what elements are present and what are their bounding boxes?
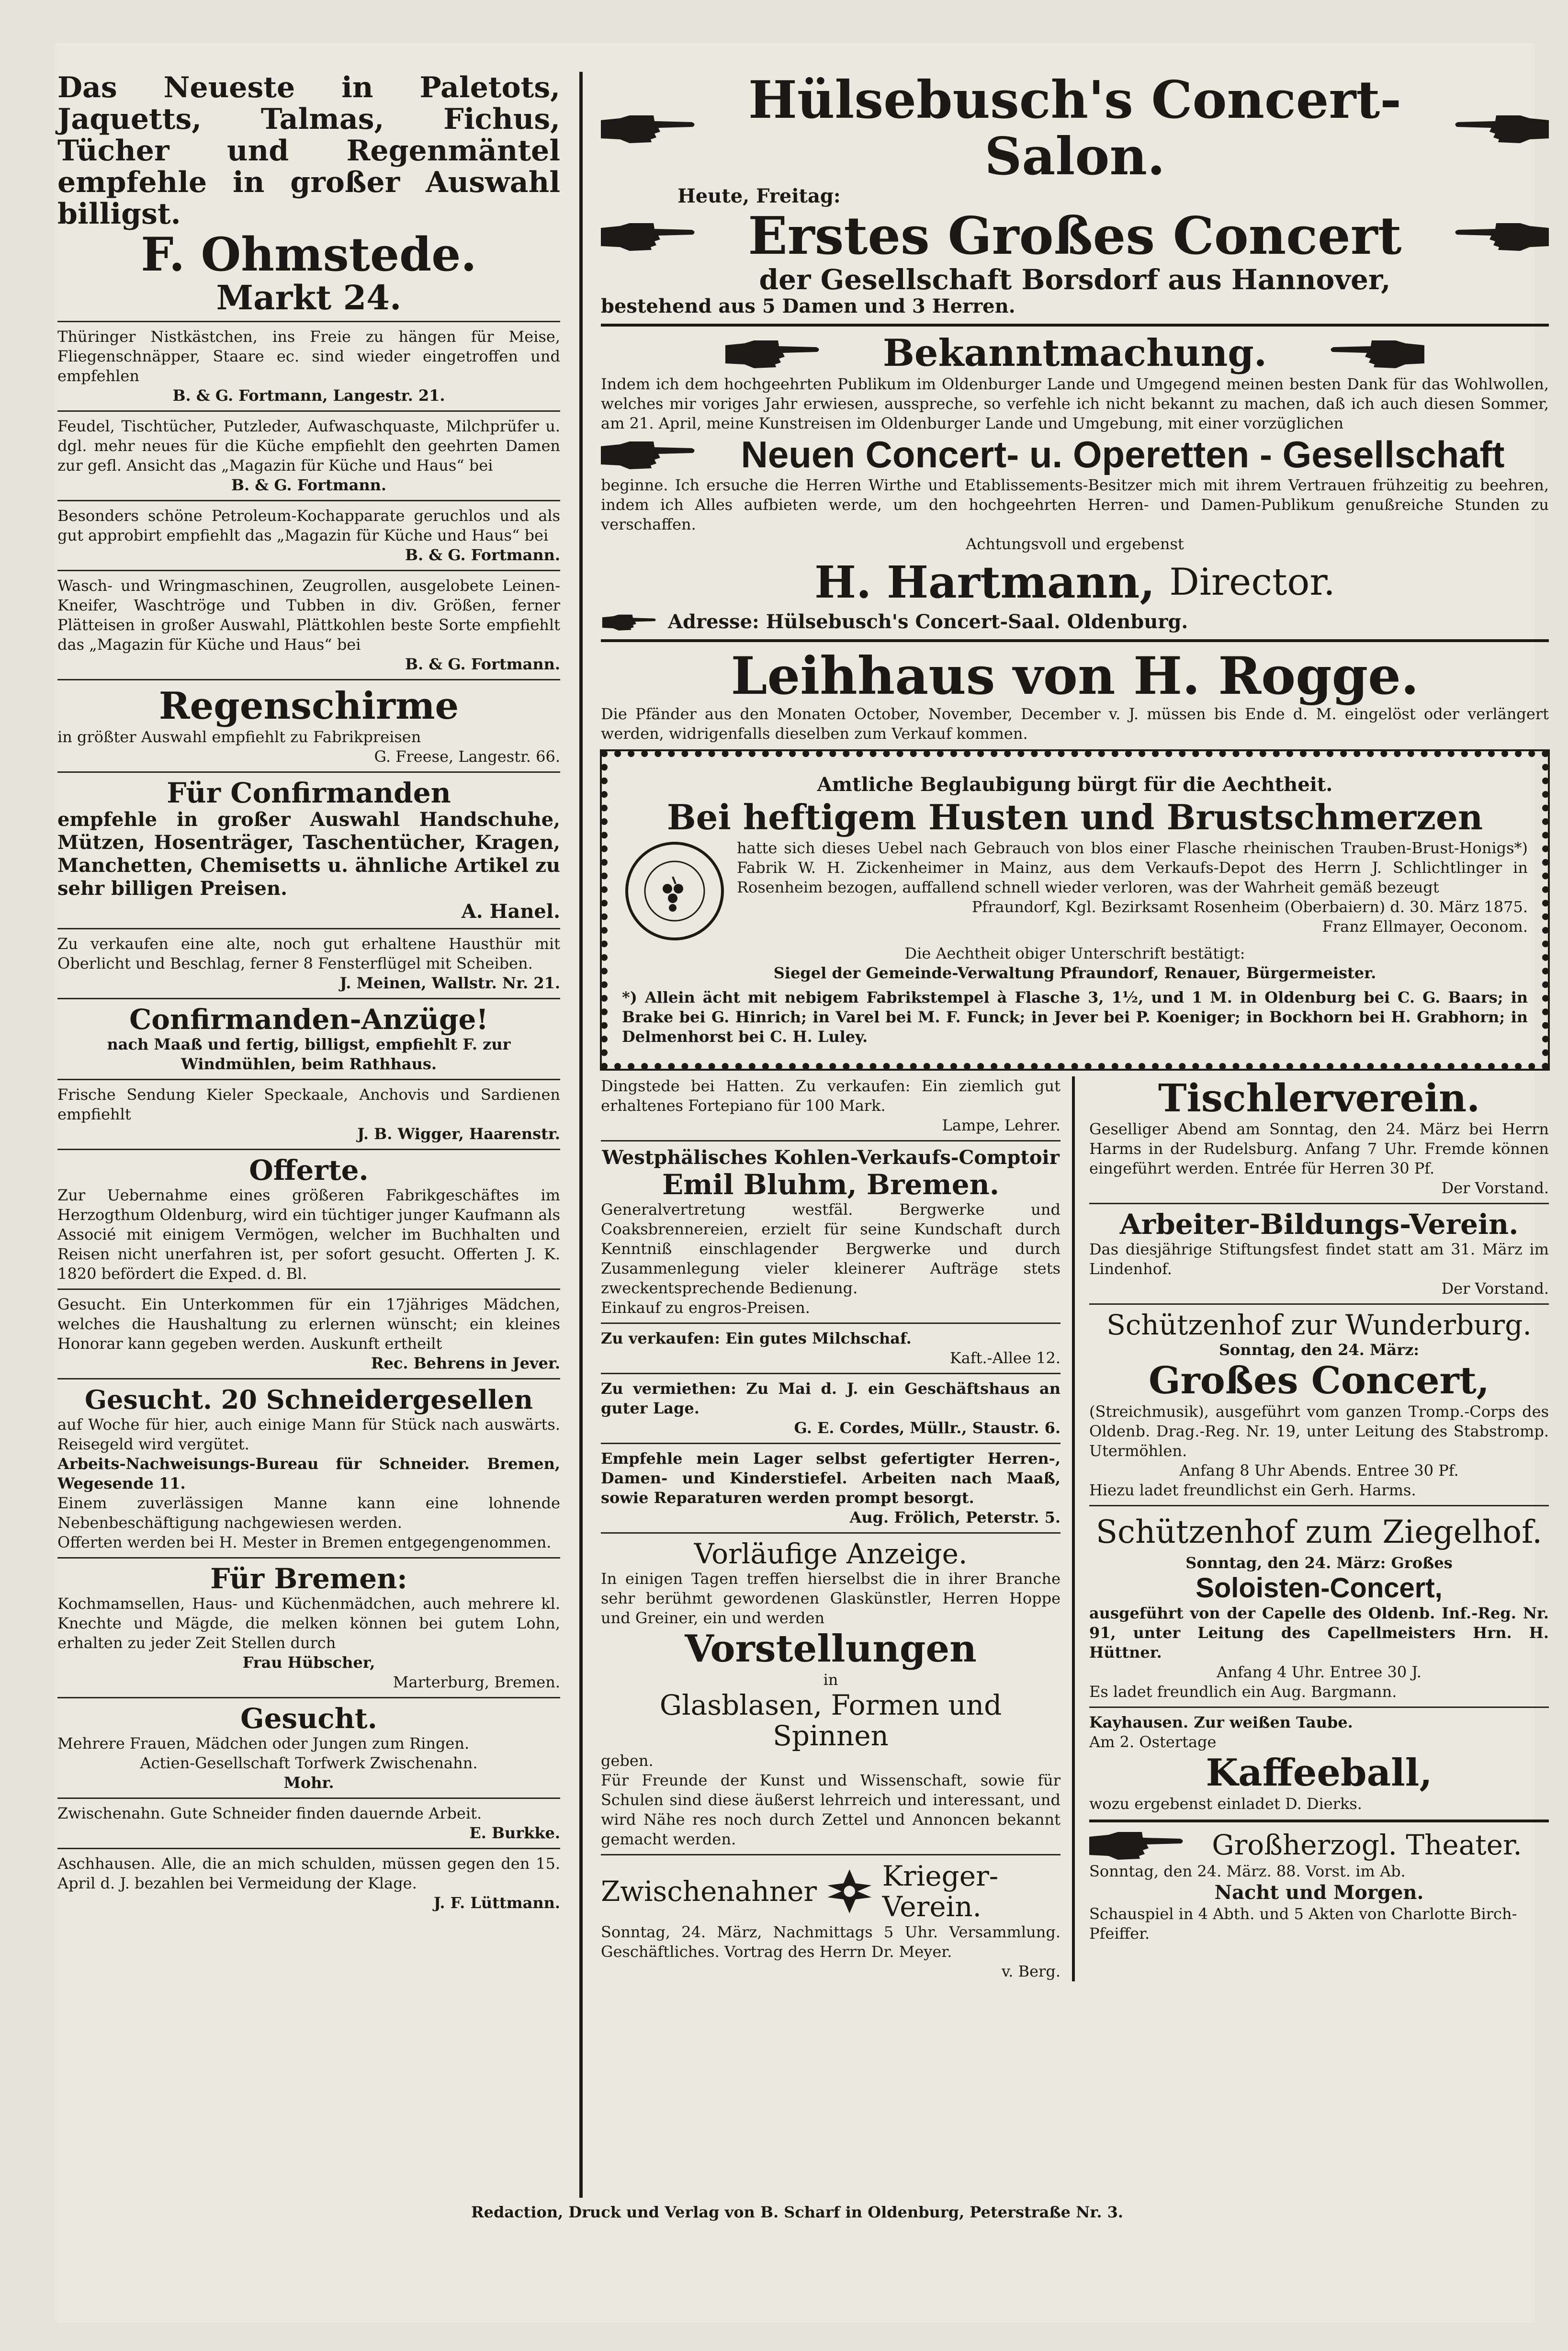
ziegelhof-sign: Es ladet freundlich ein Aug. Bargmann.	[1089, 1683, 1397, 1701]
kayhausen-date: Am 2. Ostertage	[1089, 1733, 1217, 1751]
tischler-text: Geselliger Abend am Sonntag, den 24. März bei Herrn Harms in der Rudelsburg. Anfang 7 Uhr. Fremde können eingeführt werden. Entrée für Herren 30 Pf.	[1089, 1120, 1549, 1177]
krieger-left: Zwischenahner	[601, 1875, 817, 1908]
pointing-hand-icon	[601, 612, 658, 632]
confirm-text: empfehle in großer Auswahl Handschuhe, Mützen, Hosenträger, Taschentücher, Kragen, Manchetten, Chemisetts u. ähnliche Artikel zu sehr billigen Preisen.	[57, 808, 560, 900]
pointing-hand-icon	[1329, 337, 1424, 370]
ad-waschmaschinen	[57, 576, 560, 674]
side-subcolumn	[1089, 1076, 1549, 1981]
iron-cross-icon	[823, 1860, 876, 1922]
vorlaeufig-text2: Für Freunde der Kunst und Wissenschaft, sowie für Schulen sind diese äußerst lehrreich und interessant, und wird Nähe res noch durch Zettel und Annoncen bekannt gemacht werden.	[601, 1771, 1060, 1848]
pointing-hand-icon	[601, 112, 697, 145]
ad-zwischenahn-schneider	[57, 1804, 560, 1843]
theater-stueck: Nacht und Morgen.	[1214, 1881, 1424, 1904]
arbeiter-text: Das diesjährige Stiftungsfest findet statt am 31. März im Lindenhof.	[1089, 1240, 1549, 1278]
anzuege-title: Confirmanden-Anzüge!	[129, 1003, 488, 1036]
bekannt-name: H. Hartmann,	[814, 556, 1155, 608]
leihhaus-title: Leihhaus von H. Rogge.	[731, 646, 1419, 706]
ad-paletots	[57, 72, 560, 316]
bremen-title: Für Bremen:	[210, 1562, 407, 1595]
krieger-sign: v. Berg.	[1001, 1962, 1060, 1980]
kohlen-text: Generalvertretung westfäl. Bergwerke und Coaksbrennereien, erzielt für seine Kundschaft durch Kenntniß einschlagender Bergwerke und durch Zusammenlegung vieler kleinerer Aufträge stets zweckentsprechende Bedienung.	[601, 1200, 1060, 1297]
gesucht2-sign1: Actien-Gesellschaft Torfwerk Zwischenahn.	[140, 1754, 478, 1772]
kohlen-name: Emil Bluhm, Bremen.	[662, 1168, 1000, 1201]
feudel-sign: B. & G. Fortmann.	[231, 476, 387, 494]
column-rule	[579, 72, 583, 2198]
offerte-title: Offerte.	[249, 1154, 369, 1187]
confirm-sign: A. Hanel.	[461, 900, 560, 923]
zwischen-sign: E. Burkke.	[469, 1824, 560, 1842]
aschhausen-text: Aschhausen. Alle, die an mich schulden, müssen gegen den 15. April d. J. bezahlen bei Vermeidung der Klage.	[57, 1854, 560, 1892]
bekannt-text: Indem ich dem hochgeehrten Publikum im Oldenburger Lande und Umgegend meinen besten Dank für das Wohlwollen, welches mir voriges Jahr erwiesen, ausspreche, so verfehle ich nicht bekannt zu machen, daß ich auch diesen Sommer, am 21. April, meine Kunstreisen im Oldenburger Lande und Umgebung, mit einer vorzüglichen	[601, 375, 1549, 432]
pointing-hand-icon	[1089, 1828, 1185, 1862]
bekannt-gruss: Achtungsvoll und ergebenst	[966, 535, 1184, 553]
salon-concert: Erstes Großes Concert	[748, 206, 1402, 266]
ad-trauben-brust-honig	[601, 750, 1549, 1070]
feudel-text: Feudel, Tischtücher, Putzleder, Aufwaschquaste, Milchprüfer u. dgl. mehr neues für die Küche empfiehlt den geehrten Damen zur gefl. Ansicht das „Magazin für Küche und Haus“ bei	[57, 417, 560, 475]
schneider-text: auf Woche für hier, auch einige Mann für Stück nach auswärts. Reisegeld wird vergütet.	[57, 1415, 560, 1453]
zickenheimer-seal-icon	[622, 838, 727, 944]
stiefel-sign: Aug. Frölich, Peterstr. 5.	[849, 1508, 1060, 1526]
ad-aschhausen	[57, 1854, 560, 1913]
honig-ort: Pfraundorf, Kgl. Bezirksamt Rosenheim (Oberbaiern) d. 30. März 1875.	[971, 898, 1528, 916]
dingstede-sign: Lampe, Lehrer.	[942, 1116, 1060, 1134]
gesucht2-text: Mehrere Frauen, Mädchen oder Jungen zum Ringen.	[57, 1734, 470, 1752]
pointing-hand-icon	[601, 219, 697, 253]
ad-krieger-verein	[601, 1860, 1060, 1981]
honig-siegel: Siegel der Gemeinde-Verwaltung Pfraundorf, Renauer, Bürgermeister.	[773, 964, 1376, 982]
bekannt-adresse: Adresse: Hülsebusch's Concert-Saal. Oldenburg.	[668, 610, 1188, 633]
ad-gesucht-maedchen	[57, 1295, 560, 1373]
vorlaeufig-geben: geben.	[601, 1752, 654, 1770]
theater-text2: Schauspiel in 4 Abth. und 5 Akten von Charlotte Birch-Pfeiffer.	[1089, 1905, 1517, 1943]
middle-subcolumn	[601, 1076, 1075, 1981]
bremen-text: Kochmamsellen, Haus- und Küchenmädchen, auch mehrere kl. Knechte und Mägde, die melken können bei gutem Lohn, erhalten zu jeder Zeit Stellen durch	[57, 1594, 560, 1652]
ad-confirmanden	[57, 778, 560, 923]
verkaufen-sign: J. Meinen, Wallstr. Nr. 21.	[339, 974, 560, 992]
wunderburg-text: (Streichmusik), ausgeführt vom ganzen Tromp.-Corps des Oldenb. Drag.-Reg. Nr. 19, unter Leitung des Stabstromp. Utermöhlen.	[1089, 1402, 1549, 1460]
gesucht2-sign2: Mohr.	[283, 1774, 334, 1792]
wunderburg-title: Schützenhof zur Wunderburg.	[1106, 1309, 1532, 1341]
salon-gesellschaft: der Gesellschaft Borsdorf aus Hannover,	[759, 263, 1391, 296]
paletots-firm: F. Ohmstede.	[141, 227, 477, 282]
nist-text: Thüringer Nistkästchen, ins Freie zu hängen für Meise, Fliegenschnäpper, Staare ec. sind wieder eingetroffen und empfehlen	[57, 328, 560, 385]
right-column	[601, 72, 1549, 1981]
tischler-sign: Der Vorstand.	[1441, 1179, 1549, 1197]
ad-feudel	[57, 417, 560, 495]
wunderburg-date: Sonntag, den 24. März:	[1218, 1341, 1420, 1359]
ad-stiefel	[601, 1449, 1060, 1527]
bekannt-title: Bekanntmachung.	[883, 331, 1267, 375]
gesucht1-sign: Rec. Behrens in Jever.	[371, 1354, 560, 1372]
dingstede-text: Dingstede bei Hatten. Zu verkaufen: Ein ziemlich gut erhaltenes Fortepiano für 100 Mark.	[601, 1077, 1060, 1115]
ad-milchschaf	[601, 1329, 1060, 1368]
honig-amtlich: Amtliche Beglaubigung bürgt für die Aechtheit.	[817, 773, 1333, 796]
ad-nistkaestchen	[57, 327, 560, 406]
salon-title: Hülsebusch's Concert-Salon.	[748, 70, 1402, 187]
theater-text: Sonntag, den 24. März. 88. Vorst. im Ab.	[1089, 1862, 1406, 1880]
krieger-text: Sonntag, 24. März, Nachmittags 5 Uhr. Versammlung. Geschäftliches. Vortrag des Herrn Dr. Meyer.	[601, 1923, 1060, 1961]
kayhausen-sign: wozu ergebenst einladet D. Dierks.	[1089, 1795, 1362, 1813]
bekannt-text2: beginne. Ich ersuche die Herren Wirthe und Etablissements-Besitzer mich mit ihrem Vertrauen frühzeitig zu beehren, indem ich Alles aufbieten werde, um den hochgeehrten Herren- und Damen-Publikum genußreiche Stunden zu verschaffen.	[601, 476, 1549, 533]
ad-ziegelhof	[1089, 1511, 1549, 1702]
honig-title: Bei heftigem Husten und Brustschmerzen	[666, 797, 1483, 837]
zwischen-text: Zwischenahn. Gute Schneider finden dauernde Arbeit.	[57, 1804, 482, 1822]
pointing-hand-icon	[601, 438, 697, 471]
pointing-hand-icon	[1453, 219, 1549, 253]
kayhausen-text: Kayhausen. Zur weißen Taube.	[1089, 1713, 1353, 1731]
schneider-title: Gesucht. 20 Schneidergesellen	[84, 1384, 533, 1415]
ad-anzuege	[57, 1004, 560, 1074]
ad-schneidergesellen	[57, 1384, 560, 1552]
schneider-text3: Offerten werden bei H. Mester in Bremen entgegengenommen.	[57, 1533, 552, 1551]
vorlaeufig-glas: Glasblasen, Formen und Spinnen	[659, 1689, 1002, 1752]
wunderburg-sign: Hiezu ladet freundlichst ein Gerh. Harms.	[1089, 1481, 1416, 1499]
paletots-address: Markt 24.	[216, 278, 402, 317]
ad-vorlaeufige-anzeige	[601, 1538, 1060, 1849]
tischler-title: Tischlerverein.	[1158, 1075, 1480, 1120]
ad-gesucht-ringen	[57, 1703, 560, 1793]
pointing-hand-icon	[725, 337, 821, 370]
bekannt-neuen: Neuen Concert- u. Operetten - Gesellschaft	[741, 433, 1505, 475]
kohlen-title: Westphälisches Kohlen-Verkaufs-Comptoir	[602, 1146, 1060, 1169]
milch-text: Zu verkaufen: Ein gutes Milchschaf.	[601, 1329, 912, 1347]
schneider-bureau: Arbeits-Nachweisungs-Bureau für Schneider. Bremen, Wegesende 11.	[57, 1455, 560, 1492]
salon-besetzung: bestehend aus 5 Damen und 3 Herren.	[601, 295, 1015, 317]
ad-kohlen	[601, 1146, 1060, 1318]
salon-heute: Heute, Freitag:	[677, 185, 841, 207]
honig-unterschrift: Die Aechtheit obiger Unterschrift bestätigt:	[904, 944, 1245, 962]
confirm-title: Für Confirmanden	[167, 777, 451, 809]
ad-arbeiter-bildungs-verein	[1089, 1209, 1549, 1299]
petroleum-text: Besonders schöne Petroleum-Kochapparate geruchlos und als gut approbirt empfiehlt das „Magazin für Küche und Haus“ bei	[57, 507, 560, 544]
vorlaeufig-text: In einigen Tagen treffen hierselbst die in ihrer Branche sehr berühmt gewordenen Glaskünstler, Herren Hoppe und Greiner, ein und werden	[601, 1570, 1060, 1627]
schneider-text2: Einem zuverlässigen Manne kann eine lohnende Nebenbeschäftigung nachgewiesen werden.	[57, 1494, 560, 1532]
ad-tischlerverein	[1089, 1076, 1549, 1198]
wasch-text: Wasch- und Wringmaschinen, Zeugrollen, ausgelobete Leinen-Kneifer, Waschtröge und Tubben in div. Größen, ferner Plätteisen in großer Auswahl, Plättkohlen beste Sorte empfiehlt das „Magazin für Küche und Haus“ bei	[57, 576, 560, 654]
ad-speckaale	[57, 1085, 560, 1144]
petroleum-sign: B. & G. Fortmann.	[405, 546, 560, 564]
krieger-right: Krieger-Verein.	[882, 1860, 999, 1923]
nist-sign: B. & G. Fortmann, Langestr. 21.	[172, 386, 445, 405]
ad-fuer-bremen	[57, 1563, 560, 1692]
ad-petroleum	[57, 506, 560, 565]
vorlaeufig-vorstellungen: Vorstellungen	[685, 1627, 977, 1671]
ad-wunderburg	[1089, 1310, 1549, 1500]
ziegelhof-anfang: Anfang 4 Uhr. Entree 30 J.	[1217, 1663, 1421, 1681]
wunderburg-concert: Großes Concert,	[1149, 1359, 1489, 1402]
ad-theater	[1089, 1828, 1549, 1944]
leihhaus-text: Die Pfänder aus den Monaten October, November, December v. J. müssen bis Ende d. M. eingelöst oder verlängert werden, widrigenfalls dieselben zum Verkauf kommen.	[601, 705, 1549, 743]
ziegelhof-title: Schützenhof zum Ziegelhof.	[1095, 1514, 1543, 1550]
gesucht2-title: Gesucht.	[240, 1702, 377, 1735]
vorlaeufig-title: Vorläufige Anzeige.	[694, 1537, 968, 1570]
bremen-sign2: Marterburg, Bremen.	[393, 1673, 560, 1691]
kohlen-text2: Einkauf zu engros-Preisen.	[601, 1299, 810, 1317]
bremen-sign1: Frau Hübscher,	[242, 1653, 375, 1672]
left-column	[57, 72, 560, 1913]
pointing-hand-icon	[1453, 112, 1549, 145]
arbeiter-title: Arbeiter-Bildungs-Verein.	[1119, 1208, 1519, 1241]
gesucht1-text: Gesucht. Ein Unterkommen für ein 17jähriges Mädchen, welches die Haushaltung zu erlernen wünscht; ein kleines Honorar kann gegeben werden. Auskunft ertheilt	[57, 1295, 560, 1353]
stiefel-text: Empfehle mein Lager selbst gefertigter Herren-, Damen- und Kinderstiefel. Arbeiten nach Maaß, sowie Reparaturen werden prompt besorgt.	[601, 1449, 1060, 1507]
ad-verkaufen-hausthuer	[57, 934, 560, 993]
arbeiter-sign: Der Vorstand.	[1441, 1279, 1549, 1298]
ad-concert-salon	[601, 72, 1549, 318]
vermiethen-sign: G. E. Cordes, Müllr., Staustr. 6.	[794, 1419, 1060, 1437]
vorlaeufig-in: in	[823, 1671, 838, 1689]
ziegelhof-concert: Soloisten-Concert,	[1196, 1572, 1443, 1604]
ad-offerte	[57, 1155, 560, 1284]
speck-sign: J. B. Wigger, Haarenstr.	[357, 1125, 560, 1143]
speck-text: Frische Sendung Kieler Speckaale, Anchovis und Sardienen empfiehlt	[57, 1085, 560, 1123]
ad-vermiethen	[601, 1379, 1060, 1438]
paletots-text: Das Neueste in Paletots, Jaquetts, Talmas, Fichus, Tücher und Regenmäntel empfehle in großer Auswahl billigst.	[57, 71, 560, 231]
milch-sign: Kaft.-Allee 12.	[949, 1349, 1060, 1367]
aschhausen-sign: J. F. Lüttmann.	[433, 1894, 560, 1912]
ad-regenschirme	[57, 685, 560, 767]
regen-title: Regenschirme	[158, 684, 459, 728]
honig-name: Franz Ellmayer, Oeconom.	[1322, 917, 1528, 936]
ziegelhof-text: ausgeführt von der Capelle des Oldenb. Inf.-Reg. Nr. 91, unter Leitung des Capellmeisters Hrn. H. Hüttner.	[1089, 1604, 1549, 1662]
ad-bekanntmachung	[601, 332, 1549, 633]
regen-sign: G. Freese, Langestr. 66.	[374, 747, 560, 766]
regen-text: in größter Auswahl empfiehlt zu Fabrikpreisen	[57, 728, 421, 746]
anzuege-text: nach Maaß und fertig, billigst, empfiehlt F. zur Windmühlen, beim Rathhaus.	[107, 1035, 511, 1073]
ad-leihhaus	[601, 648, 1549, 744]
offerte-text: Zur Uebernahme eines größeren Fabrikgeschäftes im Herzogthum Oldenburg, wird ein tüchtiger junger Kaufmann als Associé mit einigem Vermögen, welcher im Buchhalten und Reisen nicht unerfahren ist, per sofort gesucht. Offerten J. K. 1820 befördert die Exped. d. Bl.	[57, 1186, 560, 1283]
theater-title: Großherzogl. Theater.	[1212, 1829, 1522, 1861]
ad-kayhausen	[1089, 1713, 1549, 1814]
verkaufen-text: Zu verkaufen eine alte, noch gut erhaltene Hausthür mit Oberlicht und Beschlag, ferner 8 Fensterflügel mit Scheiben.	[57, 935, 560, 972]
wasch-sign: B. & G. Fortmann.	[405, 655, 560, 673]
ad-dingstede	[601, 1076, 1060, 1135]
honig-text: hatte sich dieses Uebel nach Gebrauch von blos einer Flasche rheinischen Trauben-Brust-Honigs*) Fabrik W. H. Zickenheimer in Mainz, aus dem Verkaufs-Depot des Herrn J. Schlichtlinger in Rosenheim bezogen, auffallend schnell wieder verloren, was der Wahrheit gemäß bezeugt	[737, 839, 1528, 896]
wunderburg-anfang: Anfang 8 Uhr Abends. Entree 30 Pf.	[1179, 1461, 1459, 1480]
vermiethen-text: Zu vermiethen: Zu Mai d. J. ein Geschäftshaus an guter Lage.	[601, 1379, 1060, 1417]
ziegelhof-date: Sonntag, den 24. März: Großes	[1185, 1554, 1453, 1572]
kayhausen-ball: Kaffeeball,	[1206, 1751, 1433, 1795]
honig-fussnote: *) Allein ächt mit nebigem Fabrikstempel à Flasche 3, 1½, und 1 M. in Oldenburg bei C. G. Baars; in Brake bei G. Hinrich; in Varel bei M. F. Funck; in Jever bei P. Koeniger; in Bockhorn bei H. Grabhorn; in Delmenhorst bei C. H. Luley.	[622, 988, 1528, 1046]
imprint-footer: Redaction, Druck und Verlag von B. Scharf in Oldenburg, Peterstraße Nr. 3.	[471, 2203, 1123, 2221]
bekannt-director: Director.	[1169, 561, 1335, 604]
